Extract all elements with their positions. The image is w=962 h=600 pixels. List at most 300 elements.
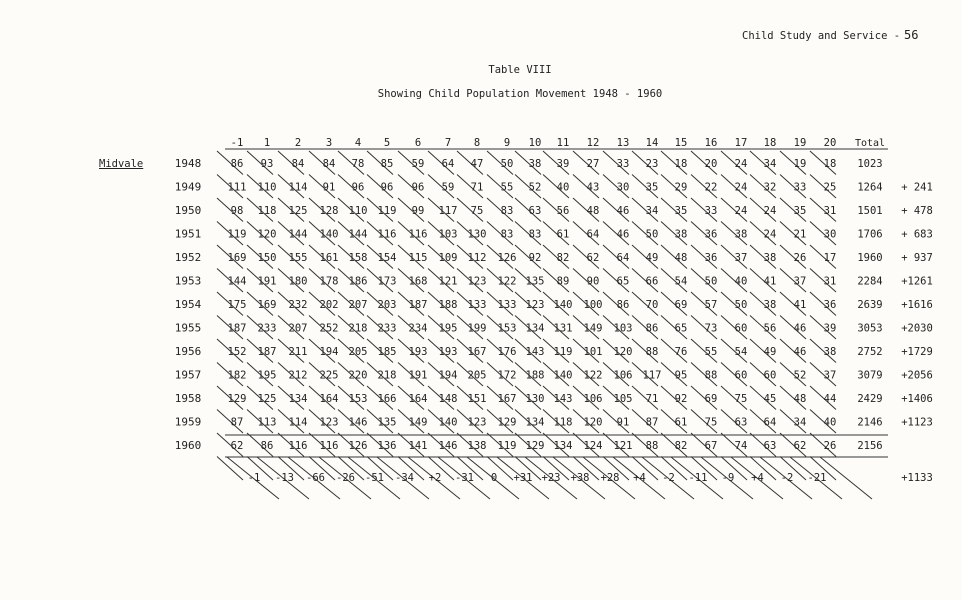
table-cell: 26 — [823, 440, 837, 452]
table-cell: 52 — [793, 369, 807, 382]
table-cell: 69 — [704, 393, 718, 405]
table-cell: 134 — [525, 416, 545, 429]
table-cell: 149 — [583, 322, 603, 335]
table-cell: 149 — [408, 416, 428, 429]
table-cell: 39 — [556, 158, 570, 170]
page-number: 56 — [904, 28, 919, 42]
table-cell: 38 — [763, 299, 777, 311]
column-change: -51 — [365, 472, 384, 484]
table-cell: 30 — [616, 181, 630, 194]
row-total: 1023 — [857, 158, 883, 170]
table-cell: 100 — [583, 299, 603, 311]
table-cell: 193 — [408, 346, 428, 358]
table-cell: 150 — [257, 252, 277, 264]
table-cell: 34 — [763, 158, 777, 170]
column-change: +38 — [570, 472, 590, 484]
table-cell: 59 — [411, 158, 425, 170]
table-cell: 109 — [438, 252, 458, 264]
table-cell: 101 — [583, 346, 603, 358]
row-total: 2284 — [857, 275, 883, 288]
table-cell: 120 — [257, 228, 277, 241]
table-cell: 123 — [319, 416, 339, 429]
table-cell: 82 — [556, 252, 570, 264]
row-total: 1501 — [857, 205, 883, 217]
row-total: 2156 — [857, 440, 883, 452]
table-cell: 91 — [616, 416, 630, 429]
table-cell: 89 — [556, 275, 570, 288]
column-header: -1 — [230, 137, 244, 149]
table-cell: 46 — [616, 228, 630, 241]
table-cell: 135 — [525, 275, 545, 288]
table-cell: 87 — [645, 416, 659, 429]
table-cell: 71 — [645, 393, 659, 405]
column-change: -11 — [688, 472, 708, 484]
column-change: -34 — [395, 472, 414, 484]
column-change: -26 — [336, 472, 355, 484]
column-header: 1 — [263, 137, 271, 149]
table-cell: 91 — [322, 181, 336, 194]
column-header: 7 — [444, 137, 452, 149]
table-cell: 130 — [525, 393, 545, 405]
table-cell: 123 — [467, 416, 487, 429]
table-cell: 123 — [467, 275, 487, 288]
table-cell: 116 — [377, 228, 397, 241]
table-cell: 27 — [586, 158, 600, 170]
table-cell: 35 — [645, 181, 659, 194]
table-cell: 60 — [763, 369, 777, 382]
column-change: -21 — [807, 472, 827, 484]
column-change: +28 — [600, 472, 620, 484]
column-change: -2 — [780, 472, 794, 484]
table-cell: 172 — [497, 369, 517, 382]
table-cell: 90 — [586, 275, 600, 288]
table-cell: 74 — [734, 440, 748, 452]
table-cell: 232 — [288, 299, 308, 311]
table-cell: 193 — [438, 346, 458, 358]
table-cell: 187 — [408, 299, 428, 311]
row-year: 1959 — [174, 415, 202, 429]
table-cell: 62 — [793, 440, 807, 452]
table-cell: 78 — [351, 158, 365, 170]
table-cell: 47 — [470, 158, 484, 170]
table-cell: 61 — [556, 228, 570, 241]
table-cell: 125 — [257, 393, 277, 405]
table-cell: 48 — [586, 205, 600, 217]
table-cell: 218 — [377, 369, 397, 382]
row-year: 1953 — [174, 274, 202, 288]
table-cell: 110 — [257, 181, 277, 194]
table-cell: 135 — [377, 416, 397, 429]
table-cell: 54 — [674, 275, 688, 288]
table-cell: 119 — [377, 205, 397, 217]
column-header: 5 — [383, 137, 391, 149]
table-cell: 24 — [734, 205, 748, 217]
table-cell: 50 — [500, 158, 514, 170]
table-cell: 114 — [288, 181, 308, 194]
table-cell: 38 — [823, 346, 837, 358]
table-cell: 186 — [348, 275, 368, 288]
table-cell: 205 — [467, 369, 487, 382]
table-cell: 155 — [288, 252, 308, 264]
overall-change: +1133 — [901, 472, 933, 484]
column-header: 10 — [528, 137, 542, 149]
total-header: Total — [854, 138, 886, 149]
table-cell: 203 — [377, 299, 397, 311]
table-cell: 35 — [793, 205, 807, 217]
table-cell: 64 — [616, 252, 630, 264]
table-cell: 161 — [319, 252, 339, 264]
row-total: 2146 — [857, 416, 883, 429]
table-cell: 199 — [467, 322, 487, 335]
table-cell: 123 — [525, 299, 545, 311]
table-cell: 60 — [734, 322, 748, 335]
column-header: 17 — [734, 137, 748, 149]
table-cell: 116 — [288, 440, 308, 452]
table-cell: 52 — [528, 181, 542, 194]
table-cell: 173 — [377, 275, 397, 288]
table-cell: 83 — [500, 228, 514, 241]
table-cell: 43 — [586, 181, 600, 194]
row-total: 3053 — [857, 322, 883, 335]
table-cell: 146 — [348, 416, 368, 429]
column-header: 8 — [473, 137, 481, 149]
table-cell: 122 — [583, 369, 603, 382]
table-title: Showing Child Population Movement 1948 - 1960 — [377, 88, 663, 100]
table-cell: 56 — [556, 205, 570, 217]
column-change: -31 — [455, 472, 474, 484]
table-cell: 120 — [583, 416, 603, 429]
table-cell: 32 — [763, 181, 777, 194]
row-year: 1949 — [174, 180, 202, 194]
table-cell: 167 — [467, 346, 487, 358]
table-cell: 35 — [674, 205, 688, 217]
column-change: -1 — [247, 472, 261, 484]
table-cell: 182 — [227, 369, 247, 382]
table-cell: 136 — [377, 440, 397, 452]
table-cell: 98 — [230, 205, 244, 217]
table-cell: 167 — [497, 393, 517, 405]
table-cell: 103 — [438, 228, 458, 241]
table-cell: 175 — [227, 299, 247, 311]
table-cell: 176 — [497, 346, 517, 358]
table-cell: 95 — [674, 369, 688, 382]
column-change: -9 — [721, 472, 735, 484]
table-cell: 61 — [674, 416, 688, 429]
table-cell: 120 — [613, 346, 633, 358]
table-cell: 106 — [583, 393, 603, 405]
table-cell: 218 — [348, 322, 368, 335]
table-cell: 33 — [704, 205, 718, 217]
table-cell: 96 — [380, 181, 394, 194]
table-cell: 84 — [291, 158, 305, 170]
table-cell: 164 — [408, 393, 428, 405]
row-year: 1954 — [174, 298, 202, 311]
table-cell: 60 — [734, 369, 748, 382]
table-cell: 207 — [348, 299, 368, 311]
table-cell: 133 — [467, 299, 487, 311]
table-cell: 48 — [674, 252, 688, 264]
table-cell: 86 — [230, 158, 244, 170]
table-cell: 141 — [408, 440, 428, 452]
table-cell: 46 — [793, 346, 807, 358]
table-cell: 62 — [586, 252, 600, 264]
table-cell: 18 — [823, 158, 837, 170]
table-cell: 64 — [441, 158, 455, 170]
table-cell: 185 — [377, 346, 397, 358]
table-cell: 195 — [438, 322, 458, 335]
table-cell: 212 — [288, 369, 308, 382]
table-cell: 103 — [613, 322, 633, 335]
row-total: 1960 — [857, 252, 883, 264]
table-cell: 158 — [348, 252, 368, 264]
table-cell: 129 — [227, 393, 247, 405]
table-number: Table VIII — [488, 64, 552, 76]
table-cell: 37 — [793, 275, 807, 288]
row-change: +1616 — [901, 299, 933, 311]
table-cell: 38 — [528, 158, 542, 170]
table-cell: 41 — [793, 299, 807, 311]
table-cell: 31 — [823, 205, 837, 217]
table-cell: 40 — [556, 181, 570, 194]
table-cell: 25 — [823, 181, 837, 194]
table-cell: 169 — [257, 299, 277, 311]
row-change: +2056 — [901, 369, 933, 382]
column-header: 13 — [616, 137, 630, 149]
table-cell: 106 — [613, 369, 633, 382]
column-header: 11 — [556, 137, 570, 149]
row-change: + 478 — [901, 205, 933, 217]
table-cell: 65 — [616, 275, 630, 288]
column-header: 6 — [414, 137, 422, 149]
table-cell: 24 — [734, 158, 748, 170]
table-cell: 115 — [408, 252, 428, 264]
table-cell: 22 — [704, 181, 718, 194]
column-header: 9 — [503, 137, 511, 149]
table-cell: 19 — [793, 158, 807, 170]
column-change: +23 — [541, 472, 561, 484]
table-cell: 82 — [674, 440, 688, 452]
row-change: +1406 — [901, 393, 933, 405]
table-cell: 153 — [497, 322, 517, 335]
table-cell: 56 — [763, 322, 777, 335]
table-cell: 194 — [438, 369, 458, 382]
table-cell: 85 — [380, 158, 394, 170]
table-cell: 88 — [704, 369, 718, 382]
table-cell: 121 — [613, 440, 633, 452]
table-cell: 134 — [525, 322, 545, 335]
row-total: 2639 — [857, 299, 883, 311]
table-cell: 131 — [553, 322, 573, 335]
row-year: 1951 — [174, 227, 202, 241]
row-change: +1123 — [901, 416, 933, 429]
table-cell: 146 — [438, 440, 458, 452]
table-cell: 117 — [438, 205, 458, 217]
table-cell: 96 — [351, 181, 365, 194]
table-cell: 143 — [553, 393, 573, 405]
table-cell: 126 — [348, 440, 368, 452]
table-cell: 67 — [704, 440, 718, 452]
table-cell: 191 — [408, 369, 428, 382]
table-cell: 71 — [470, 181, 484, 194]
table-cell: 24 — [763, 228, 777, 241]
table-cell: 38 — [734, 228, 748, 241]
table-cell: 31 — [823, 275, 837, 288]
table-cell: 75 — [734, 393, 748, 405]
table-cell: 63 — [734, 416, 748, 429]
row-total: 3079 — [857, 369, 883, 382]
table-cell: 86 — [260, 440, 274, 452]
table-cell: 211 — [288, 346, 308, 358]
table-cell: 30 — [823, 228, 837, 241]
table-cell: 45 — [763, 393, 777, 405]
table-cell: 96 — [411, 181, 425, 194]
table-cell: 234 — [408, 322, 428, 335]
table-cell: 144 — [348, 228, 368, 241]
table-cell: 62 — [230, 440, 244, 452]
table-cell: 64 — [763, 416, 777, 429]
table-cell: 69 — [674, 299, 688, 311]
table-cell: 166 — [377, 393, 397, 405]
table-cell: 140 — [319, 228, 339, 241]
row-change: + 241 — [901, 181, 933, 194]
table-cell: 154 — [377, 252, 397, 264]
table-cell: 140 — [553, 369, 573, 382]
table-cell: 153 — [348, 393, 368, 405]
table-cell: 113 — [257, 416, 277, 429]
column-header: 18 — [763, 137, 777, 149]
row-change: +2030 — [901, 322, 933, 335]
column-header: 15 — [674, 137, 688, 149]
table-cell: 188 — [525, 369, 545, 382]
table-cell: 86 — [616, 299, 630, 311]
table-cell: 40 — [823, 416, 837, 429]
table-cell: 63 — [763, 440, 777, 452]
table-cell: 121 — [438, 275, 458, 288]
table-cell: 128 — [319, 205, 339, 217]
table-cell: 86 — [645, 322, 659, 335]
table-cell: 34 — [793, 416, 807, 429]
table-cell: 140 — [553, 299, 573, 311]
row-total: 1706 — [857, 228, 883, 241]
table-cell: 20 — [704, 158, 718, 170]
table-cell: 50 — [704, 275, 718, 288]
table-cell: 116 — [319, 440, 339, 452]
table-cell: 54 — [734, 346, 748, 358]
table-cell: 194 — [319, 346, 339, 358]
row-year: 1960 — [174, 439, 202, 452]
column-change: -2 — [662, 472, 675, 484]
table-cell: 99 — [411, 205, 425, 217]
table-cell: 105 — [613, 393, 633, 405]
table-cell: 119 — [553, 346, 573, 358]
row-year: 1956 — [174, 345, 202, 358]
table-cell: 117 — [642, 369, 662, 382]
column-header: 12 — [586, 137, 600, 149]
table-cell: 50 — [734, 299, 748, 311]
table-cell: 38 — [674, 228, 688, 241]
table-cell: 233 — [257, 322, 277, 335]
table-cell: 46 — [793, 322, 807, 335]
table-cell: 63 — [528, 205, 542, 217]
table-cell: 164 — [319, 393, 339, 405]
table-cell: 111 — [227, 181, 247, 194]
table-cell: 84 — [322, 158, 336, 170]
table-cell: 65 — [674, 322, 688, 335]
table-cell: 119 — [497, 440, 517, 452]
table-cell: 29 — [674, 181, 688, 194]
table-cell: 37 — [734, 252, 748, 264]
table-cell: 18 — [674, 158, 688, 170]
table-cell: 46 — [616, 205, 630, 217]
table-cell: 34 — [645, 205, 659, 217]
table-cell: 64 — [586, 228, 600, 241]
table-cell: 26 — [793, 252, 807, 264]
table-cell: 126 — [497, 252, 517, 264]
table-cell: 180 — [288, 275, 308, 288]
row-change: + 937 — [901, 252, 933, 264]
table-cell: 73 — [704, 322, 718, 335]
row-year: 1955 — [174, 321, 202, 335]
row-total: 1264 — [857, 181, 883, 194]
table-cell: 188 — [438, 299, 458, 311]
table-cell: 93 — [260, 158, 274, 170]
table-cell: 88 — [645, 346, 659, 358]
column-header: 4 — [354, 137, 362, 149]
table-cell: 88 — [645, 440, 659, 452]
table-cell: 75 — [704, 416, 718, 429]
table-cell: 59 — [441, 181, 455, 194]
table-cell: 134 — [553, 440, 573, 452]
table-cell: 220 — [348, 369, 368, 382]
table-cell: 66 — [645, 275, 659, 288]
table-cell: 187 — [257, 346, 277, 358]
table-cell: 92 — [674, 393, 688, 405]
table-cell: 124 — [583, 440, 603, 452]
table-cell: 178 — [319, 275, 339, 288]
table-cell: 133 — [497, 299, 517, 311]
table-cell: 76 — [674, 346, 688, 358]
column-change: +31 — [513, 472, 533, 484]
table-cell: 168 — [408, 275, 428, 288]
table-cell: 152 — [227, 346, 247, 358]
table-cell: 116 — [408, 228, 428, 241]
table-cell: 33 — [793, 181, 807, 194]
column-change: +4 — [751, 472, 764, 484]
table-cell: 40 — [734, 275, 748, 288]
table-cell: 87 — [230, 416, 244, 429]
table-cell: 151 — [467, 393, 487, 405]
table-cell: 55 — [500, 181, 514, 194]
table-cell: 129 — [525, 440, 545, 452]
table-cell: 118 — [257, 205, 277, 217]
table-cell: 122 — [497, 275, 517, 288]
table-cell: 138 — [467, 440, 487, 452]
table-cell: 44 — [823, 393, 837, 405]
column-header: 2 — [294, 137, 302, 149]
row-change: + 683 — [901, 228, 933, 241]
row-total: 2429 — [857, 393, 883, 405]
table-cell: 169 — [227, 252, 247, 264]
column-change: -66 — [306, 472, 325, 484]
table-cell: 36 — [704, 252, 718, 264]
table-cell: 21 — [793, 228, 807, 241]
table-cell: 41 — [763, 275, 777, 288]
table-cell: 48 — [793, 393, 807, 405]
table-cell: 134 — [288, 393, 308, 405]
table-cell: 23 — [645, 158, 659, 170]
table-cell: 195 — [257, 369, 277, 382]
table-cell: 70 — [645, 299, 659, 311]
